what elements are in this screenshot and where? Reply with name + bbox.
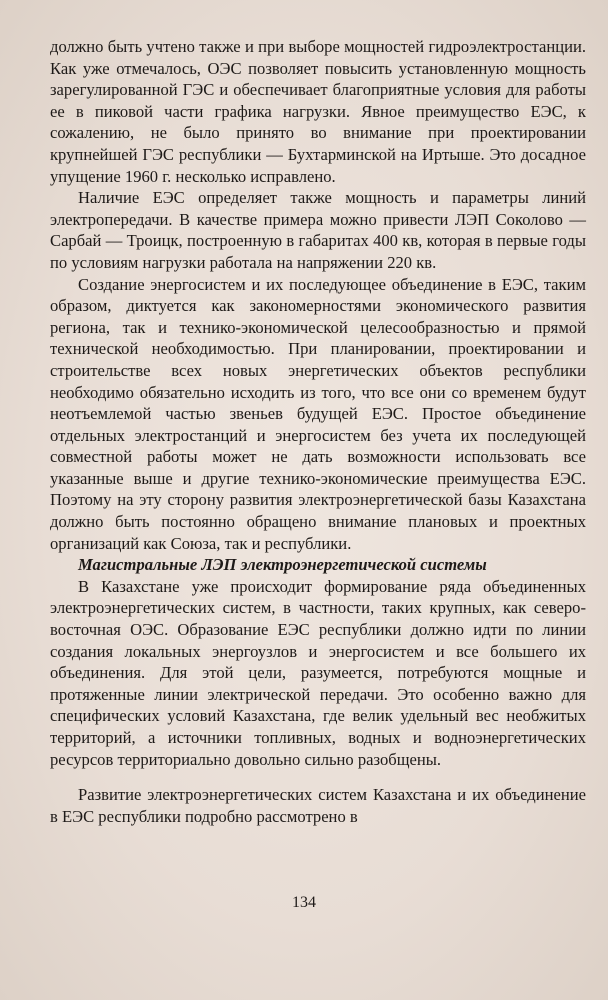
paragraph-1: должно быть учтено также и при выборе мощностей гидроэлектростанции. Как уже отмечалось, ОЭС позволяет повысить установленную мощность зарегулированной ГЭС и обеспечивает благоприятные условия для работы ее в пиковой части графика нагрузки. Явное преимущество ЕЭС, к сожалению, не было принято во внимание при проектировании крупнейшей ГЭС республики — Бухтарминской на Иртыше. Это досадное упущение 1960 г. несколько исправлено. <box>50 37 586 186</box>
paragraph-5: Развитие электроэнергетических систем Казахстана и их объединение в ЕЭС республики подробно рассмотрено в <box>50 785 586 826</box>
paragraph-3: Создание энергосистем и их последующее объединение в ЕЭС, таким образом, диктуется как закономерностями экономического развития региона, так и технико-экономической целесообразностью и прямой технической необходимостью. При планировании, проектировании и строительстве всех новых энергетических объектов республики необходимо обязательно исходить из того, что все они со временем будут неотъемлемой частью звеньев будущей ЕЭС. Простое объединение отдельных электростанций и энергосистем без учета их последующей совместной работы может не дать возможности использовать все указанные выше и другие технико-экономические преимущества ЕЭС. Поэтому на эту сторону развития электроэнергетической базы Казахстана должно быть постоянно обращено внимание плановых и проектных организаций как Союза, так и республики. <box>50 274 586 553</box>
paragraph-2: Наличие ЕЭС определяет также мощность и параметры линий электропередачи. В качестве примера можно привести ЛЭП Соколово — Сарбай — Троицк, построенную в габаритах 400 кв, которая в первые годы по условиям нагрузки работала на напряжении 220 кв. <box>50 188 586 272</box>
page-text <box>50 36 586 827</box>
section-heading: Магистральные ЛЭП электроэнергетической системы <box>78 555 487 575</box>
page-number: 134 <box>292 894 316 911</box>
paragraph-4: В Казахстане уже происходит формирование ряда объединенных электроэнергетических систем, в частности, таких крупных, как северо-восточная ОЭС. Образование ЕЭС республики должно идти по линии создания локальных энергоузлов и энергосистем и все большего их объединения. Для этой цели, разумеется, потребуются мощные и протяженные линии электрической передачи. Это особенно важно для специфических условий Казахстана, где велик удельный вес необжитых территорий, а источники топливных, водных и водноэнергетических ресурсов территориально довольно сильно разобщены. <box>50 576 586 769</box>
